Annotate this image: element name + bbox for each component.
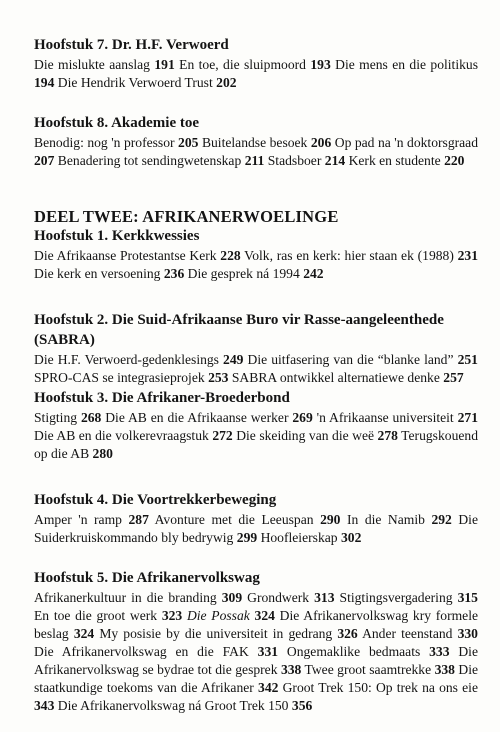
entry-page-number: 292 [431,512,452,527]
entry-page-number: 220 [444,153,465,168]
part2-chapter-5 [34,568,478,715]
entry-page-number: 326 [337,626,358,641]
entry-page-number: 242 [303,266,324,281]
entry-title: Avonture met die Leeuspan [154,512,314,527]
entry-title: Op pad na 'n doktorsgraad [334,135,479,150]
entry-title: Die gesprek ná 1994 [187,266,300,281]
entry-title: Die AB en die Afrikaanse werker [105,410,289,425]
entry-page-number: 290 [320,512,341,527]
entry-page-number: 356 [291,698,313,713]
entry-title: Die Afrikanervolkswag kry formele beslag [34,608,479,641]
entry-page-number: 202 [216,75,237,90]
chapter-7 [34,35,478,92]
entry-page-number: 343 [34,698,55,713]
entry-page-number: 333 [429,644,450,659]
entry-title: 'n Afrikaanse universiteit [316,410,454,425]
entry-page-number: 330 [457,626,478,641]
entry-title: Twee groot saamtrekke [304,662,432,677]
entry-page-number: 324 [73,626,95,641]
entry-page-number: 205 [178,135,199,150]
entry-page-number: 338 [280,662,302,677]
entry-title: Die skeiding van die weë [236,428,375,443]
entry-page-number: 299 [236,530,258,545]
chapter-entries [34,511,478,547]
chapter-entries [34,134,478,170]
chapter-title: Hoofstuk 5. Die Afrikanervolkswag [34,570,260,586]
entry-title: Die Afrikanervolkswag se bydrae tot die gesprek [34,644,478,677]
chapter-entries [34,56,478,92]
entry-title: Die AB en die volkerevraagstuk [34,428,209,443]
entry-title: Groot Trek 150: Op trek na ons eie [282,680,478,695]
chapter-title: Hoofstuk 8. Akademie toe [34,115,199,131]
chapter-entries [34,247,478,283]
entry-page-number: 228 [220,248,241,263]
entry-title: Stigting [34,410,78,425]
entry-title: Die Afrikaanse Protestantse Kerk [34,248,217,263]
entry-title: Die mislukte aanslag [34,57,150,72]
entry-title: Benodig: nog 'n professor [34,135,175,150]
entry-page-number: 331 [257,644,279,659]
entry-title: En toe die groot werk [34,608,158,623]
entry-page-number: 257 [443,370,464,385]
entry-title: Amper 'n ramp [34,512,122,527]
entry-title: Stigtingsvergadering [339,590,453,605]
entry-page-number: 272 [212,428,233,443]
entry-page-number: 214 [324,153,346,168]
entry-page-number: 251 [457,352,478,367]
entry-title: Die mens en die politikus [335,57,478,72]
entry-title: Afrikanerkultuur in die branding [34,590,217,605]
entry-page-number: 323 [161,608,183,623]
entry-page-number: 193 [310,57,331,72]
entry-page-number: 269 [292,410,313,425]
entry-page-number: 315 [457,590,478,605]
chapter-title: Hoofstuk 3. Die Afrikaner-Broederbond [34,390,290,406]
chapter-title: Hoofstuk 4. Die Voortrekkerbeweging [34,492,277,508]
entry-page-number: 309 [221,590,243,605]
chapter-8 [34,113,478,170]
entry-page-number: 207 [34,153,55,168]
part2-chapter-4 [34,490,478,547]
entry-page-number: 211 [244,153,265,168]
entry-title: SABRA ontwikkel alternatiewe denke [231,370,440,385]
entry-title: Die staatkundige toekoms van die Afrikaner [34,662,479,695]
entry-page-number: 236 [163,266,185,281]
part2-chapter-1 [34,226,478,283]
part-two [34,206,478,228]
entry-title: Die Suiderkruiskommando bly bedrywig [34,512,478,545]
entry-title: Terugskouend op die AB [34,428,478,461]
entry-page-number: 194 [34,75,55,90]
entry-title: My posisie by die universiteit in gedrang [99,626,333,641]
entry-title: Hoofleierskap [260,530,338,545]
entry-title: Benadering tot sendingwetenskap [57,153,242,168]
entry-title: In die Namib [346,512,425,527]
entry-title: Die Possak [186,608,250,623]
entry-title: Die Hendrik Verwoerd Trust [57,75,213,90]
entry-title: Stadsboer [267,153,322,168]
entry-page-number: 271 [457,410,478,425]
chapter-entries [34,409,478,463]
entry-page-number: 287 [128,512,149,527]
part-heading: DEEL TWEE: AFRIKANERWOELINGE [34,207,339,226]
chapter-entries [34,589,478,715]
entry-page-number: 249 [223,352,244,367]
entry-page-number: 313 [314,590,335,605]
entry-page-number: 206 [310,135,332,150]
chapter-title: Hoofstuk 7. Dr. H.F. Verwoerd [34,37,229,53]
entry-title: Die uitfasering van die “blanke land” [247,352,454,367]
entry-title: Grondwerk [247,590,310,605]
entry-page-number: 280 [92,446,113,461]
entry-title: Kerk en studente [348,153,441,168]
part2-chapter-3 [34,388,478,463]
chapter-entries [34,351,478,387]
entry-title: SPRO-CAS se integrasieprojek [34,370,205,385]
entry-title: Volk, ras en kerk: hier staan ek (1988) [244,248,454,263]
part2-chapter-2 [34,310,478,387]
entry-page-number: 324 [254,608,275,623]
entry-page-number: 268 [80,410,102,425]
entry-page-number: 231 [457,248,478,263]
entry-page-number: 342 [258,680,279,695]
entry-title: Ander teenstand [362,626,453,641]
entry-page-number: 191 [154,57,175,72]
entry-title: Die Afrikanervolkswag ná Groot Trek 150 [57,698,289,713]
chapter-title: Hoofstuk 1. Kerkkwessies [34,228,200,244]
entry-title: Die Afrikanervolkswag en die FAK [34,644,249,659]
entry-title: Ongemaklike bedmaats [286,644,421,659]
entry-title: Buitelandse besoek [201,135,308,150]
entry-page-number: 278 [377,428,398,443]
entry-page-number: 302 [340,530,362,545]
chapter-title: Hoofstuk 2. Die Suid-Afrikaanse Buro vir Rasse-aangeleenthede (SABRA) [34,312,444,348]
entry-title: Die H.F. Verwoerd-gedenklesings [34,352,219,367]
entry-title: Die kerk en versoening [34,266,161,281]
entry-page-number: 253 [208,370,229,385]
entry-title: En toe, die sluipmoord [179,57,306,72]
entry-page-number: 338 [434,662,455,677]
